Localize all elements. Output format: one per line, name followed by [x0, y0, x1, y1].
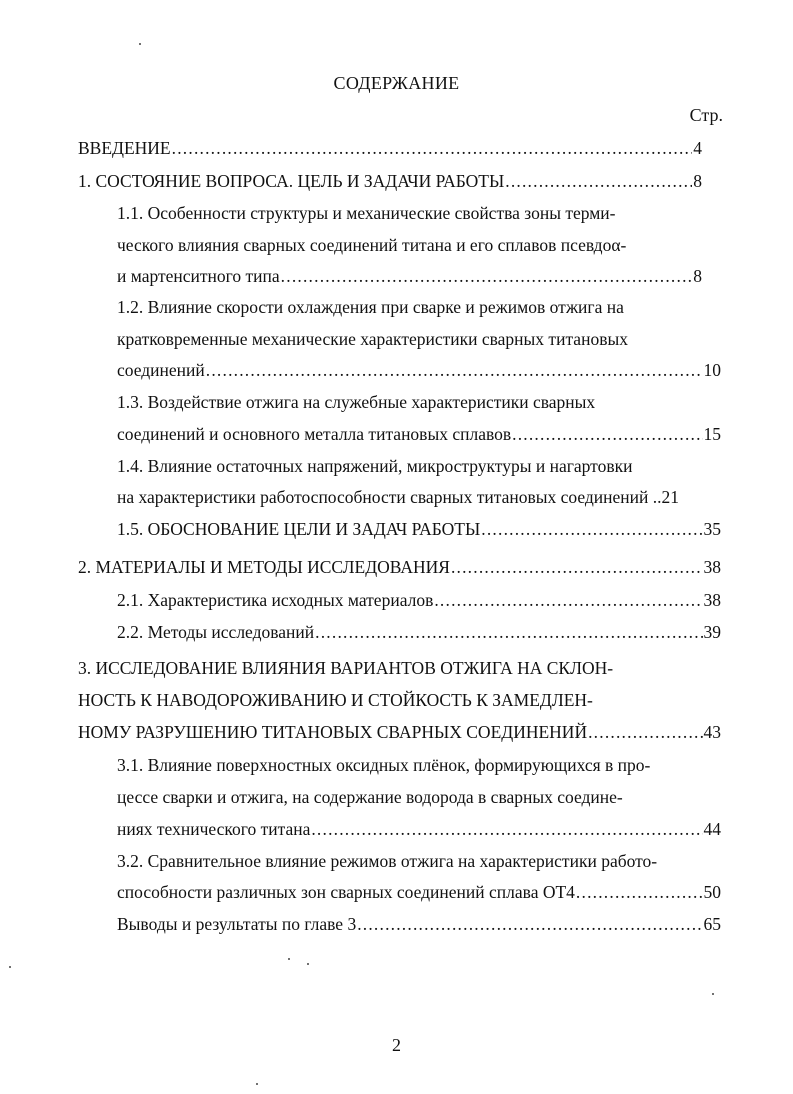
toc-entry-introduction[interactable]: ВВЕДЕНИЕ ..... 4 — [78, 137, 702, 159]
toc-entry-3-1-line3[interactable]: ниях технического титана ..... 44 — [117, 818, 721, 840]
toc-entry-1-2-line3[interactable]: соединений ..... 10 — [117, 359, 721, 381]
toc-entry-3-1-line2[interactable]: цессе сварки и отжига, на содержание водорода в сварных соедине- — [117, 787, 623, 807]
scan-speck — [712, 993, 714, 995]
toc-entry-3-2-line2[interactable]: способности различных зон сварных соединений сплава ОТ4 ..... 50 — [117, 881, 721, 903]
scan-speck — [9, 966, 11, 968]
toc-entry-chapter-1[interactable]: 1. СОСТОЯНИЕ ВОПРОСА. ЦЕЛЬ И ЗАДАЧИ РАБОТЫ ..... 8 — [78, 170, 702, 192]
toc-title: СОДЕРЖАНИЕ — [333, 73, 460, 93]
toc-entry-1-1-line2[interactable]: ческого влияния сварных соединений титана и его сплавов псевдоα- — [117, 235, 627, 255]
toc-entry-1-4-line1[interactable]: 1.4. Влияние остаточных напряжений, микроструктуры и нагартовки — [117, 456, 633, 476]
toc-entry-3-1-line1[interactable]: 3.1. Влияние поверхностных оксидных плёнок, формирующихся в про- — [117, 755, 651, 775]
page-column-label: Стр. — [689, 105, 723, 125]
toc-entry-1-3-line2[interactable]: соединений и основного металла титановых сплавов ..... 15 — [117, 423, 721, 445]
scan-speck — [139, 43, 141, 45]
toc-entry-2-1[interactable]: 2.1. Характеристика исходных материалов ..... 38 — [117, 589, 721, 611]
scan-speck — [256, 1083, 258, 1085]
toc-entry-1-2-line1[interactable]: 1.2. Влияние скорости охлаждения при сварке и режимов отжига на — [117, 297, 624, 317]
toc-entry-chapter-2[interactable]: 2. МАТЕРИАЛЫ И МЕТОДЫ ИССЛЕДОВАНИЯ ..... 38 — [78, 556, 721, 578]
toc-entry-2-2[interactable]: 2.2. Методы исследований ..... 39 — [117, 621, 721, 643]
toc-entry-1-5[interactable]: 1.5. ОБОСНОВАНИЕ ЦЕЛИ И ЗАДАЧ РАБОТЫ ..... 35 — [117, 518, 721, 540]
scan-speck — [288, 958, 290, 960]
toc-entry-chapter-3-line2[interactable]: НОСТЬ К НАВОДОРОЖИВАНИЮ И СТОЙКОСТЬ К ЗАМЕДЛЕН- — [78, 690, 593, 710]
page-number: 2 — [392, 1035, 401, 1055]
toc-entry-1-2-line2[interactable]: кратковременные механические характеристики сварных титановых — [117, 329, 628, 349]
toc-entry-1-1-line3[interactable]: и мартенситного типа ..... 8 — [117, 265, 702, 287]
toc-entry-conclusions-chapter-3[interactable]: Выводы и результаты по главе 3 ..... 65 — [117, 913, 721, 935]
toc-entry-chapter-3-line3[interactable]: НОМУ РАЗРУШЕНИЮ ТИТАНОВЫХ СВАРНЫХ СОЕДИНЕНИЙ ..... 43 — [78, 721, 721, 743]
toc-entry-1-4-line2[interactable]: на характеристики работоспособности сварных титановых соединений .. 21 — [117, 487, 679, 507]
scan-speck — [307, 963, 309, 965]
toc-entry-3-2-line1[interactable]: 3.2. Сравнительное влияние режимов отжига на характеристики работо- — [117, 851, 658, 871]
toc-entry-chapter-3-line1[interactable]: 3. ИССЛЕДОВАНИЕ ВЛИЯНИЯ ВАРИАНТОВ ОТЖИГА НА СКЛОН- — [78, 658, 614, 678]
toc-entry-1-3-line1[interactable]: 1.3. Воздействие отжига на служебные характеристики сварных — [117, 392, 596, 412]
toc-entry-1-1-line1[interactable]: 1.1. Особенности структуры и механические свойства зоны терми- — [117, 203, 616, 223]
